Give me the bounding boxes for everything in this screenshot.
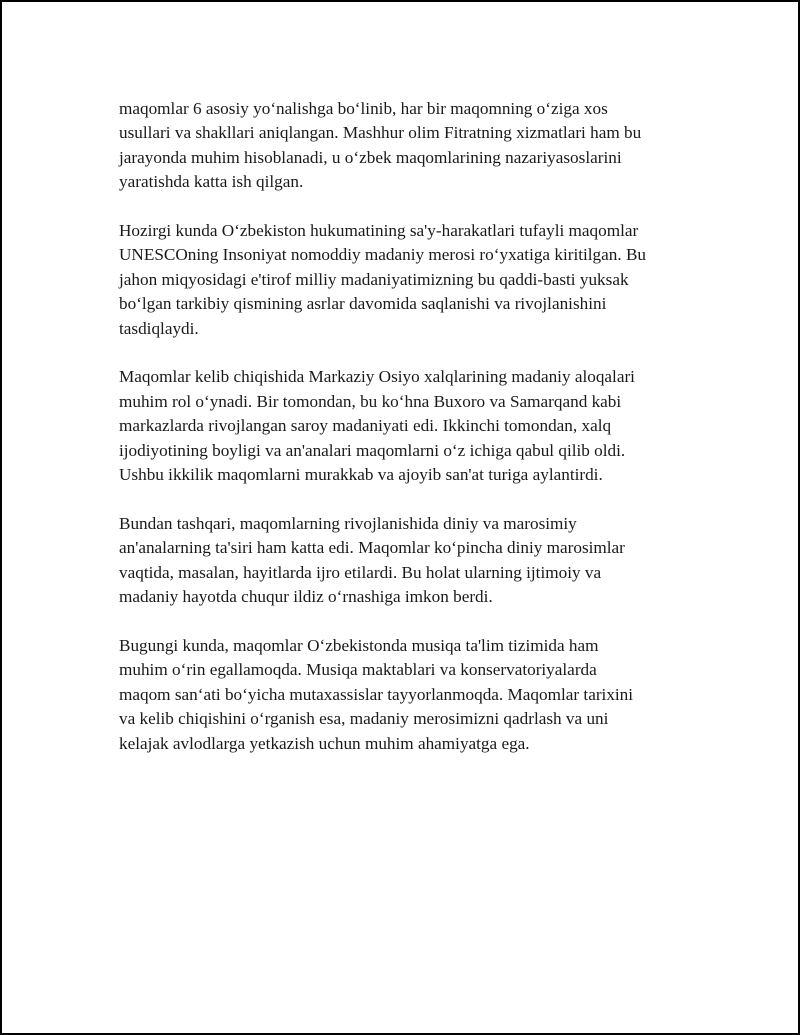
text-line: tasdiqlaydi. (119, 318, 199, 338)
text-line: Maqomlar kelib chiqishida Markaziy Osiyo xalqlarining madaniy aloqalari (119, 367, 635, 387)
text-line: va kelib chiqishini o‘rganish esa, madaniy merosimizni qadrlash va uni (119, 709, 609, 729)
text-line: maqomlar 6 asosiy yo‘nalishga bo‘linib, har bir maqomning o‘ziga xos (119, 99, 608, 118)
paragraph (119, 512, 699, 610)
text-line: jahon miqyosidagi e'tirof milliy madaniyatimizning bu qaddi-basti yuksak (119, 269, 629, 289)
text-line: madaniy hayotda chuqur ildiz o‘rnashiga imkon berdi. (119, 587, 493, 607)
text-line: maqom san‘ati bo‘yicha mutaxassislar tayyorlanmoqda. Maqomlar tarixini (119, 684, 634, 704)
text-line: ijodiyotining boyligi va an'analari maqomlarni o‘z ichiga qabul qilib oldi. (119, 440, 626, 460)
paragraph (119, 97, 699, 195)
text-line: kelajak avlodlarga yetkazish uchun muhim ahamiyatga ega. (119, 733, 530, 753)
paragraph (119, 219, 699, 341)
paragraph (119, 634, 699, 756)
paragraph (119, 365, 699, 487)
text-line: usullari va shakllari aniqlangan. Mashhur olim Fitratning xizmatlari ham bu (119, 123, 642, 143)
text-line: yaratishda katta ish qilgan. (119, 172, 304, 192)
text-line: Hozirgi kunda O‘zbekiston hukumatining sa'y-harakatlari tufayli maqomlar (119, 221, 639, 241)
text-line: UNESCOning Insoniyat nomoddiy madaniy merosi ro‘yxatiga kiritilgan. Bu (119, 245, 647, 265)
text-line: markazlarda rivojlangan saroy madaniyati edi. Ikkinchi tomondan, xalq (119, 416, 612, 436)
document-body (119, 97, 699, 780)
text-line: Ushbu ikkilik maqomlarni murakkab va ajoyib san'at turiga aylantirdi. (119, 465, 603, 485)
text-line: Bundan tashqari, maqomlarning rivojlanishida diniy va marosimiy (119, 513, 577, 533)
text-line: muhim rol o‘ynadi. Bir tomondan, bu ko‘hna Buxoro va Samarqand kabi (119, 391, 622, 411)
text-line: jarayonda muhim hisoblanadi, u o‘zbek maqomlarining nazariyasoslarini (119, 147, 622, 167)
text-line: vaqtida, masalan, hayitlarda ijro etilardi. Bu holat ularning ijtimoiy va (119, 562, 602, 582)
text-line: Bugungi kunda, maqomlar O‘zbekistonda musiqa ta'lim tizimida ham (119, 635, 599, 655)
text-line: bo‘lgan tarkibiy qismining asrlar davomida saqlanishi va rivojlanishini (119, 294, 607, 314)
text-line: an'analarning ta'siri ham katta edi. Maqomlar ko‘pincha diniy marosimlar (119, 538, 625, 558)
text-line: muhim o‘rin egallamoqda. Musiqa maktablari va konservatoriyalarda (119, 660, 597, 680)
